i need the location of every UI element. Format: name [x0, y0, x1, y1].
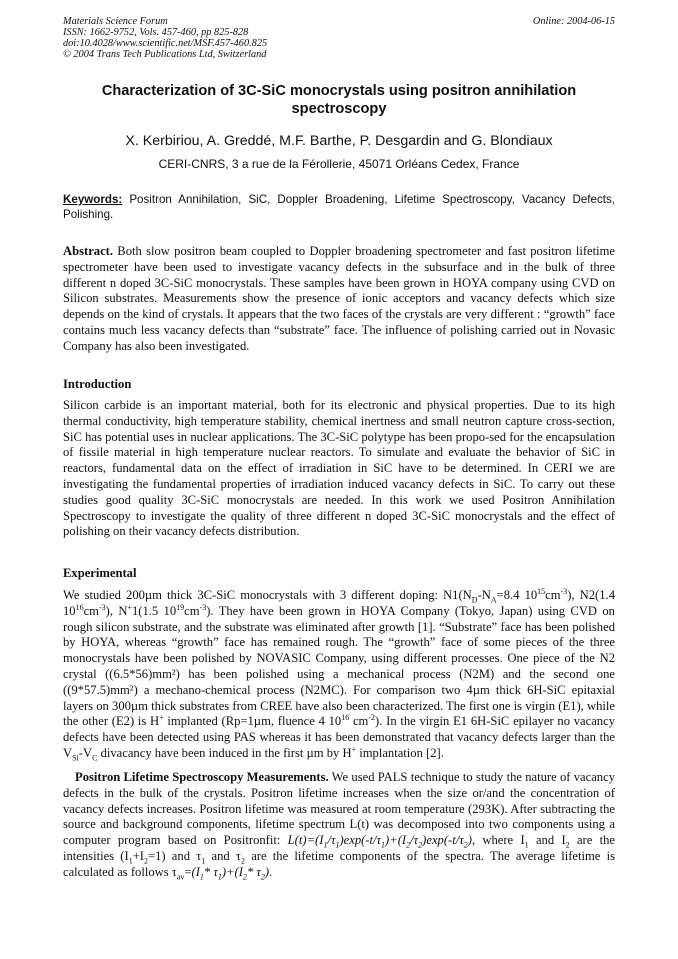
- formula-part: * τ: [246, 864, 261, 879]
- exp-sup: +: [159, 713, 164, 723]
- pls-text: .: [269, 864, 273, 879]
- pls-text: are the lifetime components of the spectra. The average lifetime is calculated as follows τ: [63, 848, 615, 879]
- formula-sub: 1: [381, 840, 386, 850]
- keywords-text: Positron Annihilation, SiC, Doppler Broadening, Lifetime Spectroscopy, Vacancy Defects, Polishing.: [63, 193, 615, 221]
- exp-text: implanted (Rp=1µm, fluence 4 10: [163, 714, 342, 729]
- formula-sub: 2: [463, 840, 468, 850]
- pls-text: are the intensities (I: [63, 833, 615, 863]
- title-line-2: spectroscopy: [291, 101, 387, 117]
- pls-text: =: [184, 864, 192, 879]
- pls-sub: 1: [201, 856, 206, 866]
- pls-text: , where I: [471, 833, 525, 848]
- paper-title: [63, 82, 615, 118]
- pls-sub: 1: [524, 840, 529, 850]
- formula-sub: 1: [217, 872, 222, 882]
- pls-sub: 2: [143, 856, 148, 866]
- exp-sub: D: [471, 595, 478, 605]
- formula-sub: 1: [323, 840, 328, 850]
- exp-sup: 19: [176, 602, 185, 612]
- formula-part: )+(I: [221, 864, 243, 879]
- doi-link[interactable]: doi:10.4028/www.scientific.net/MSF.457-460.825: [63, 38, 268, 49]
- formula-part: )exp(-t/τ: [422, 833, 464, 848]
- exp-text: 1(1.5 10: [131, 603, 177, 618]
- exp-text: ). They have been grown in HOYA Company (Tokyo, Japan) using CVD on rough silicon substrate, and the substrate was eliminated after growth [1]. “Substrate” face has been polished by HOYA, whereas “growth” face has remained rough. The “growth” face of some pieces of the three monocrystals have been polished by NOVASIC Company, using different processes. One piece of the N2 crystal ((6.5*56)mm²) has been polished using a mechanical process (N2M) and the second one ((9*57.5)mm²) a mechano-chemical process (N2MC). For comparison two 4µm thick 6H-SiC epitaxial layers on 300µm thick substrates from CREE have also been characterized. The first one is virgin (E1), while the other (E2) is H: [63, 603, 615, 729]
- keywords: [63, 193, 615, 222]
- pls-sub: 2: [240, 856, 245, 866]
- formula-part: )exp(-t/τ: [339, 833, 382, 848]
- exp-sup: -3: [560, 586, 568, 596]
- exp-sub: A: [490, 595, 497, 605]
- lifetime-formula: [287, 833, 472, 850]
- exp-text: implantation [2].: [356, 745, 444, 760]
- exp-text: cm: [545, 588, 561, 602]
- exp-sup: 15: [537, 586, 546, 596]
- exp-sup: -3: [199, 602, 207, 612]
- experimental-text: [63, 588, 615, 762]
- exp-sub: C: [92, 753, 98, 763]
- exp-text: cm: [349, 714, 369, 729]
- pls-sub: 1: [128, 856, 133, 866]
- formula-sub: 1: [199, 872, 204, 882]
- exp-text: ), N: [105, 603, 128, 618]
- exp-sup: 16: [75, 602, 84, 612]
- exp-text: -V: [78, 745, 93, 760]
- exp-text: ). In the virgin E1 6H-SiC epilayer no vacancy defects have been detected using PAS whereas it has been demonstrated that vacancy defects larger than the V: [63, 714, 615, 760]
- pls-label: Positron Lifetime Spectroscopy Measurements.: [75, 770, 329, 784]
- exp-sup: -2: [368, 713, 376, 723]
- exp-text: =8.4 10: [496, 588, 538, 602]
- formula-part: /τ: [410, 833, 419, 848]
- author-list: X. Kerbiriou, A. Greddé, M.F. Barthe, P. Desgardin and G. Blondiaux: [125, 133, 553, 149]
- exp-text: cm: [83, 603, 99, 618]
- exp-sup: +: [351, 744, 357, 754]
- issn-line: ISSN: 1662-9752, Vols. 457-460, pp 825-828: [63, 27, 249, 38]
- formula-part: * τ: [203, 864, 218, 879]
- exp-sup: +: [127, 602, 132, 612]
- pls-text: +I: [132, 848, 144, 863]
- pls-text: We used PALS technique to study the nature of vacancy defects in the bulk of the crystals. Positron lifetime increases when the size or/and the concentration of vacancy defects increases. Positron lifetime was measured at room temperature (293K). After subtracting the source and background components, lifetime spectrum L(t) was decomposed into two components using a computer program based on Positronfit:: [63, 770, 615, 848]
- formula-part: ): [264, 864, 270, 879]
- pls-text: and τ: [205, 848, 241, 863]
- exp-sup: -3: [98, 602, 106, 612]
- pls-paragraph: [63, 770, 615, 881]
- formula-sub: 2: [406, 840, 411, 850]
- journal-name: Materials Science Forum: [63, 16, 168, 27]
- formula-part: (I: [191, 864, 200, 879]
- formula-part: L(t)=(I: [287, 833, 324, 848]
- introduction-text: Silicon carbide is an important material, both for its electronic and physical properties. Due to its high thermal conductivity, high temperature stability, chemical inertness and small neutron capture cross-section, SiC has potential uses in nuclear applications. The 3C-SiC polytype has been propo-sed for the encapsulation of fissile material in high temperature nuclear reactors. To simulate and evaluate the behavior of SiC in reactors, fundamental data on the effect of irradiation in SiC have to be determined. In CERI we are investigating the fundamental properties of irradiation induced vacancy defects in SiC. To carry out these studies good quality 3C-SiC monocrystals are needed. In this work we used Positron Annihilation Spectroscopy to investigate the quality of three different n doped 3C-SiC monocrystals and the effect of polishing on their vacancy defects distribution.: [63, 398, 615, 539]
- exp-sub: Si: [72, 753, 79, 763]
- exp-text: -N: [477, 588, 491, 602]
- pls-sub: av: [176, 872, 185, 882]
- pls-sub: 2: [565, 840, 570, 850]
- experimental-heading: Experimental: [63, 566, 137, 580]
- exp-sup: 16: [341, 713, 350, 723]
- formula-sub: 2: [418, 840, 423, 850]
- formula-part: /τ: [327, 833, 336, 848]
- exp-text: We studied 200µm thick 3C-SiC monocrystals with 3 different doping: N1(N: [63, 588, 472, 602]
- formula-sub: 2: [260, 872, 265, 882]
- average-lifetime-formula: [191, 864, 273, 882]
- journal-header: [63, 16, 615, 60]
- exp-text: divacancy have been induced in the first µm by H: [97, 745, 352, 760]
- abstract-label: Abstract.: [63, 244, 114, 258]
- title-line-1: Characterization of 3C-SiC monocrystals using positron annihilation: [101, 83, 577, 99]
- abstract-text: Both slow positron beam coupled to Doppler broadening spectrometer and fast positron lifetime spectrometer have been used to investigate vacancy defects in the subsurface and in the bulk of three different n doped 3C-SiC monocrystals. These samples have been grown in HOYA company using CVD on Silicon substrates. Measurements show the presence of ionic acceptors and vacancy defects which size depends on the kind of crystals. It appears that the two faces of the crystals are very different : “growth” face contains much less vacancy defects than “substrate” face. The influence of polishing carried out in Novasic Company has also been investigated.: [63, 244, 615, 353]
- formula-part: )+(I: [385, 833, 407, 848]
- abstract: [63, 244, 615, 355]
- exp-text: ), N2(1.4 10: [63, 588, 615, 618]
- online-date: Online: 2004-06-15: [532, 16, 615, 27]
- copyright-line: © 2004 Trans Tech Publications Ltd, Switzerland: [63, 49, 267, 60]
- keywords-label: Keywords:: [63, 193, 123, 206]
- formula-sub: 1: [335, 840, 340, 850]
- pls-text: and I: [528, 833, 566, 848]
- pls-text: =1) and τ: [147, 848, 202, 863]
- affiliation: CERI-CNRS, 3 a rue de la Férollerie, 45071 Orléans Cedex, France: [158, 157, 520, 171]
- formula-sub: 2: [242, 872, 247, 882]
- introduction-heading: Introduction: [63, 377, 132, 391]
- exp-text: cm: [184, 603, 200, 618]
- formula-part: ): [467, 833, 472, 848]
